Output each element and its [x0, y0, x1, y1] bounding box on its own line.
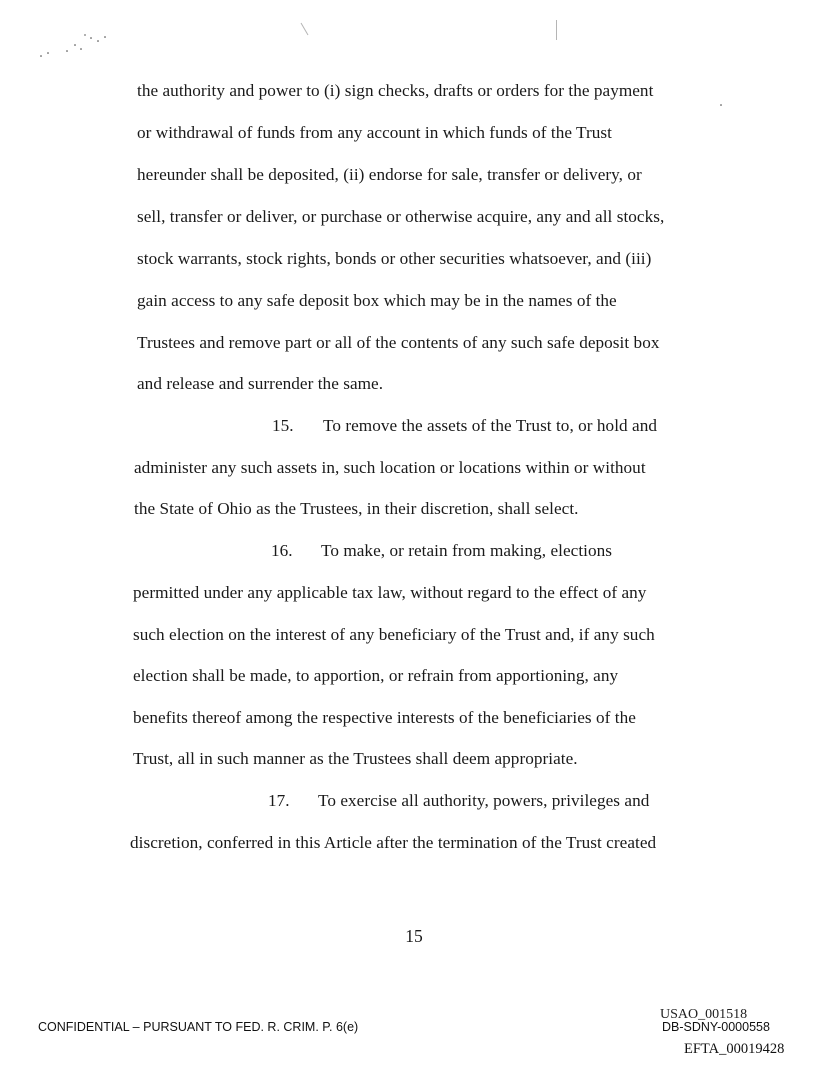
body-line: benefits thereof among the respective interests of the beneficiaries of the	[133, 708, 636, 727]
paragraph-number: 15.	[272, 416, 294, 435]
paragraph-number: 17.	[268, 791, 290, 810]
body-line: hereunder shall be deposited, (ii) endorse for sale, transfer or delivery, or	[137, 165, 642, 184]
body-line: or withdrawal of funds from any account in which funds of the Trust	[137, 123, 612, 142]
body-line: To remove the assets of the Trust to, or hold and	[323, 416, 657, 435]
page-number: 15	[405, 926, 423, 946]
body-line: election shall be made, to apportion, or refrain from apportioning, any	[133, 666, 619, 685]
body-line: the authority and power to (i) sign checks, drafts or orders for the payment	[137, 81, 654, 100]
paragraph-number: 16.	[271, 541, 293, 560]
body-line: To exercise all authority, powers, privileges and	[318, 791, 650, 810]
body-line: stock warrants, stock rights, bonds or other securities whatsoever, and (iii)	[137, 249, 652, 268]
body-line: such election on the interest of any beneficiary of the Trust and, if any such	[133, 625, 655, 644]
body-line: discretion, conferred in this Article after the termination of the Trust created	[130, 833, 657, 852]
efta-bates-stamp: EFTA_00019428	[684, 1041, 785, 1057]
usao-bates-stamp: USAO_001518	[660, 1007, 748, 1022]
body-line: To make, or retain from making, elections	[321, 541, 613, 560]
body-line: and release and surrender the same.	[137, 374, 384, 393]
body-line: Trust, all in such manner as the Trustees shall deem appropriate.	[133, 749, 578, 768]
body-line: administer any such assets in, such location or locations within or without	[134, 458, 646, 477]
confidential-notice: CONFIDENTIAL – PURSUANT TO FED. R. CRIM. P. 6(e)	[38, 1020, 359, 1034]
body-line: the State of Ohio as the Trustees, in their discretion, shall select.	[134, 499, 579, 518]
body-line: gain access to any safe deposit box which may be in the names of the	[137, 291, 617, 310]
body-line: Trustees and remove part or all of the contents of any such safe deposit box	[137, 333, 660, 352]
body-line: sell, transfer or deliver, or purchase or otherwise acquire, any and all stocks,	[137, 207, 665, 226]
body-line: permitted under any applicable tax law, without regard to the effect of any	[133, 583, 647, 602]
db-bates-stamp: DB-SDNY-0000558	[662, 1020, 770, 1034]
